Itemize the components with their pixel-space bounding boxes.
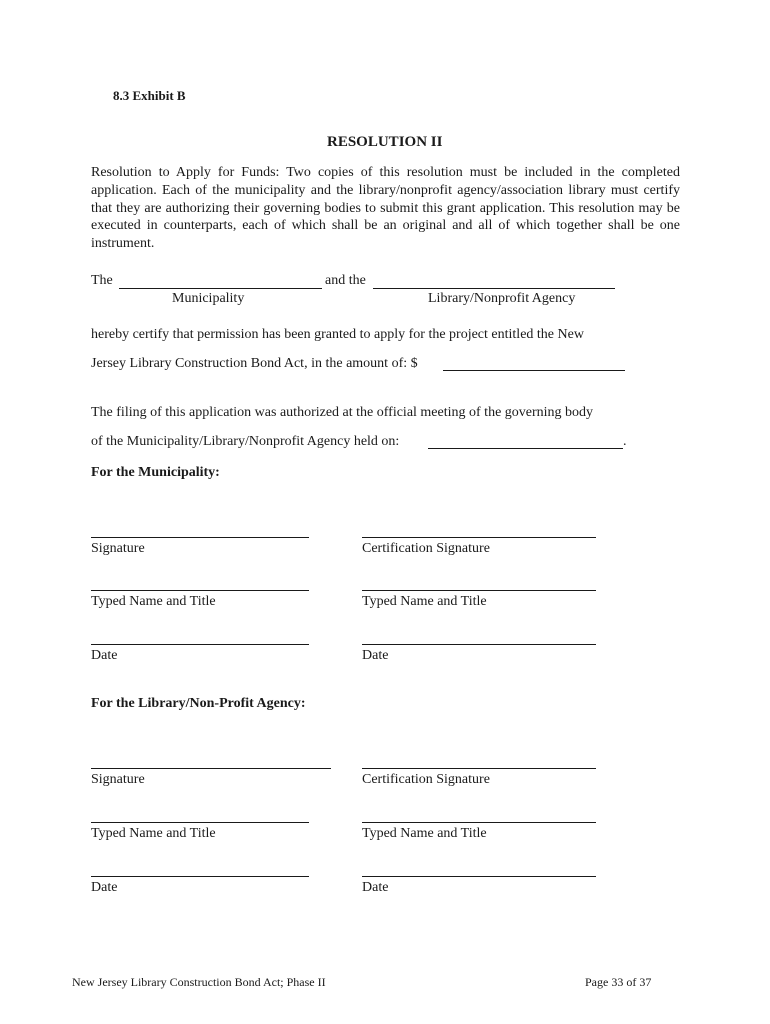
filing-line-2-period: . [623, 434, 627, 449]
section-heading: 8.3 Exhibit B [113, 88, 186, 103]
library-typed-name-label-right: Typed Name and Title [362, 826, 487, 841]
municipality-blank-line[interactable] [119, 288, 322, 289]
library-certification-signature-label: Certification Signature [362, 772, 490, 787]
certify-line-2: Jersey Library Construction Bond Act, in the amount of: $ [91, 356, 418, 371]
filing-line-2: of the Municipality/Library/Nonprofit Agency held on: [91, 434, 400, 449]
the-label: The [91, 273, 113, 288]
footer-document-name: New Jersey Library Construction Bond Act; Phase II [72, 975, 326, 989]
library-typed-name-line-left[interactable] [91, 822, 309, 823]
and-the-label: and the [325, 273, 366, 288]
footer-page-number: Page 33 of 37 [585, 975, 652, 989]
municipality-date-label-left: Date [91, 648, 118, 663]
document-title: RESOLUTION II [327, 134, 443, 150]
library-blank-line[interactable] [373, 288, 615, 289]
library-typed-name-label-left: Typed Name and Title [91, 826, 216, 841]
municipality-block-heading: For the Municipality: [91, 465, 220, 480]
municipality-date-line-right[interactable] [362, 644, 596, 645]
amount-blank-line[interactable] [443, 370, 625, 371]
meeting-date-blank-line[interactable] [428, 448, 623, 449]
library-date-line-right[interactable] [362, 876, 596, 877]
municipality-certification-signature-label: Certification Signature [362, 541, 490, 556]
municipality-signature-line[interactable] [91, 537, 309, 538]
municipality-certification-signature-line[interactable] [362, 537, 596, 538]
library-date-label-left: Date [91, 880, 118, 895]
library-signature-label: Signature [91, 772, 145, 787]
municipality-typed-name-label-left: Typed Name and Title [91, 594, 216, 609]
library-date-label-right: Date [362, 880, 389, 895]
library-block-heading: For the Library/Non-Profit Agency: [91, 696, 306, 711]
municipality-date-line-left[interactable] [91, 644, 309, 645]
library-caption: Library/Nonprofit Agency [428, 291, 576, 306]
library-signature-line[interactable] [91, 768, 331, 769]
municipality-signature-label: Signature [91, 541, 145, 556]
library-typed-name-line-right[interactable] [362, 822, 596, 823]
filing-line-1: The filing of this application was authorized at the official meeting of the governing body [91, 405, 594, 420]
municipality-typed-name-label-right: Typed Name and Title [362, 594, 487, 609]
library-certification-signature-line[interactable] [362, 768, 596, 769]
municipality-typed-name-line-left[interactable] [91, 590, 309, 591]
municipality-date-label-right: Date [362, 648, 389, 663]
certify-line-1: hereby certify that permission has been granted to apply for the project entitled the New [91, 327, 584, 342]
municipality-typed-name-line-right[interactable] [362, 590, 596, 591]
municipality-caption: Municipality [172, 291, 245, 306]
library-date-line-left[interactable] [91, 876, 309, 877]
intro-paragraph: Resolution to Apply for Funds: Two copies of this resolution must be included in the completed application. Each of the municipality and the library/nonprofit agency/association library must certify that they are authorizing their governing bodies to submit this grant application. This resolution may be executed in counterparts, each of which shall be an original and all of which together shall be one instrument. [91, 165, 680, 252]
